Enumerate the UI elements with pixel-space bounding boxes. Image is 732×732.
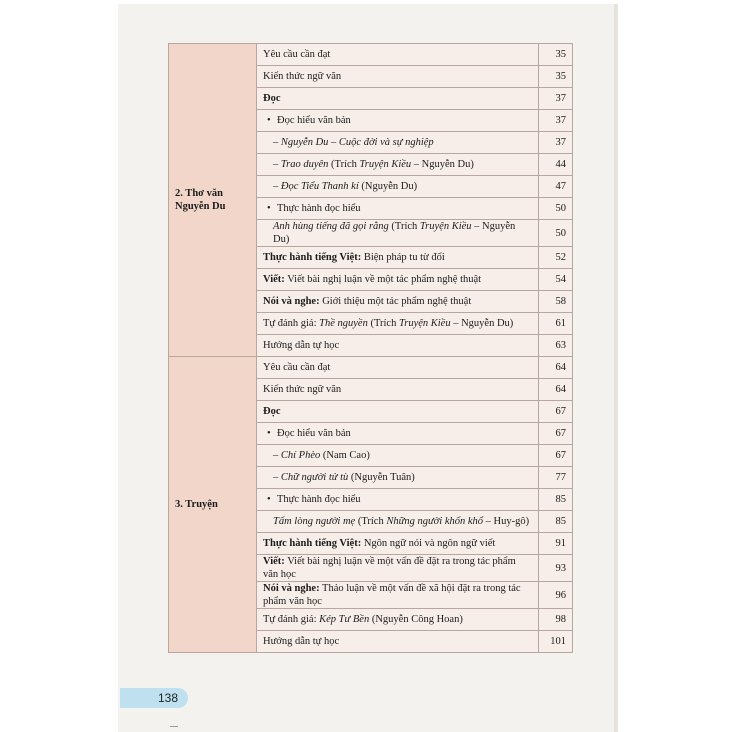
- page-ref: 35: [539, 66, 573, 88]
- page-ref: 37: [539, 110, 573, 132]
- page-ref: 67: [539, 423, 573, 445]
- page-edge: [614, 4, 618, 732]
- entry-title: Tấm lòng người mẹ: [273, 516, 356, 527]
- entry-heading: Thực hành tiếng Việt:: [263, 252, 362, 263]
- toc-entry-text: [263, 296, 471, 307]
- toc-entry-text: [263, 180, 417, 193]
- entry-heading: Đọc: [263, 93, 281, 104]
- bullet-icon: •: [267, 494, 271, 505]
- toc-entry: [257, 357, 539, 379]
- page-ref: 67: [539, 401, 573, 423]
- entry-text: Thảo luận về một vấn đề xã hội đặt ra trong tác phẩm văn học: [263, 583, 521, 607]
- page-ref: 37: [539, 132, 573, 154]
- entry-title: Truyện Kiều: [419, 221, 472, 232]
- page-ref: 63: [539, 335, 573, 357]
- entry-text: Viết bài nghị luận về một tác phẩm nghệ thuật: [284, 274, 482, 285]
- toc-entry: [257, 269, 539, 291]
- entry-text: –: [273, 450, 281, 461]
- entry-heading: Thực hành tiếng Việt:: [263, 538, 362, 549]
- entry-heading: Nói và nghe:: [263, 296, 320, 307]
- toc-entry-text: [263, 583, 521, 607]
- toc-entry-text: [263, 252, 445, 263]
- toc-entry: [257, 66, 539, 88]
- entry-text: Yêu cầu cần đạt: [263, 49, 331, 60]
- entry-heading: Đọc: [263, 406, 281, 417]
- toc-entry-text: [263, 114, 351, 127]
- bullet-icon: •: [267, 428, 271, 439]
- page-ref: 50: [539, 220, 573, 247]
- entry-text: –: [273, 181, 281, 192]
- toc-entry: [257, 154, 539, 176]
- entry-text: Tự đánh giá:: [263, 318, 320, 329]
- toc-entry: [257, 110, 539, 132]
- page-ref: 50: [539, 198, 573, 220]
- entry-text: Biện pháp tu từ đối: [361, 252, 445, 263]
- page-ref: 101: [539, 631, 573, 653]
- section-title-line: 3. Truyện: [175, 499, 218, 510]
- section-title: [169, 44, 257, 357]
- entry-text: (Nguyễn Tuân): [348, 472, 415, 483]
- toc-entry: [257, 401, 539, 423]
- entry-text: (Trích: [328, 159, 360, 170]
- page-ref: 98: [539, 609, 573, 631]
- toc-entry-text: [263, 158, 474, 171]
- toc-entry: [257, 44, 539, 66]
- page-number: 138: [120, 688, 188, 708]
- page-ref: 96: [539, 582, 573, 609]
- bullet-icon: •: [267, 115, 271, 126]
- toc-entry-text: [263, 449, 370, 462]
- toc-entry-text: [263, 136, 434, 149]
- section-title-line: Nguyễn Du: [175, 201, 226, 212]
- toc-entry-text: [263, 556, 516, 580]
- toc-entry-text: [263, 538, 495, 549]
- toc-entry: [257, 445, 539, 467]
- toc-body: [169, 44, 573, 653]
- entry-text: – Huy-gô): [483, 516, 530, 527]
- toc-entry: [257, 631, 539, 653]
- entry-text: Hướng dẫn tự học: [263, 636, 340, 647]
- page-ref: 93: [539, 555, 573, 582]
- page-ref: 58: [539, 291, 573, 313]
- entry-text: (Nam Cao): [320, 450, 370, 461]
- entry-text: (Trích: [367, 318, 399, 329]
- toc-entry-text: [263, 71, 341, 82]
- page-ref: 85: [539, 489, 573, 511]
- page-tick-mark: [170, 726, 178, 727]
- toc-entry: [257, 423, 539, 445]
- toc-entry: [257, 88, 539, 110]
- toc-entry-text: [263, 49, 330, 60]
- toc-entry: [257, 220, 539, 247]
- entry-text: Viết bài nghị luận về một vấn đề đặt ra trong tác phẩm văn học: [263, 556, 516, 580]
- page-ref: 61: [539, 313, 573, 335]
- toc-row: [169, 44, 573, 66]
- entry-text: (Nguyễn Công Hoan): [369, 614, 463, 625]
- toc-entry-text: [263, 340, 339, 351]
- page-ref: 52: [539, 247, 573, 269]
- entry-title: Đọc Tiểu Thanh kí: [280, 181, 359, 192]
- entry-title: Chữ người tử tù: [280, 472, 349, 483]
- page-ref: 47: [539, 176, 573, 198]
- toc-entry-text: [263, 202, 361, 215]
- page-ref: 91: [539, 533, 573, 555]
- entry-title: Thề nguyền: [319, 318, 368, 329]
- toc-entry: [257, 555, 539, 582]
- toc-entry: [257, 335, 539, 357]
- toc-entry: [257, 313, 539, 335]
- entry-title: Trao duyên: [280, 159, 329, 170]
- page-ref: 77: [539, 467, 573, 489]
- toc-entry-text: [263, 406, 281, 417]
- page-ref: 64: [539, 357, 573, 379]
- entry-text: Đọc hiểu văn bản: [277, 115, 351, 126]
- section-title: [169, 357, 257, 653]
- toc-entry-text: [263, 614, 463, 625]
- entry-text: Kiến thức ngữ văn: [263, 384, 342, 395]
- bullet-icon: •: [267, 203, 271, 214]
- entry-text: – Nguyễn Du): [450, 318, 514, 329]
- toc-entry: [257, 291, 539, 313]
- page-ref: 85: [539, 511, 573, 533]
- entry-text: Ngôn ngữ nói và ngôn ngữ viết: [361, 538, 496, 549]
- section-title-line: 2. Thơ văn: [175, 188, 223, 199]
- toc-entry: [257, 582, 539, 609]
- page-ref: 37: [539, 88, 573, 110]
- entry-text: Hướng dẫn tự học: [263, 340, 340, 351]
- entry-heading: Viết:: [263, 274, 285, 285]
- entry-text: Giới thiệu một tác phẩm nghệ thuật: [319, 296, 472, 307]
- toc-entry: [257, 176, 539, 198]
- page-ref: 44: [539, 154, 573, 176]
- entry-text: (Nguyễn Du): [358, 181, 418, 192]
- entry-heading: Nói và nghe:: [263, 583, 320, 594]
- entry-title: Nguyễn Du – Cuộc đời và sự nghiệp: [280, 137, 434, 148]
- entry-title: Kép Tư Bền: [319, 614, 370, 625]
- toc-entry-text: [263, 471, 415, 484]
- page-ref: 54: [539, 269, 573, 291]
- toc-entry-text: [263, 220, 532, 246]
- page-ref: 64: [539, 379, 573, 401]
- toc-entry: [257, 489, 539, 511]
- toc-entry-text: [263, 515, 529, 528]
- toc-entry: [257, 198, 539, 220]
- entry-text: –: [273, 472, 281, 483]
- toc-entry-text: [263, 274, 481, 285]
- entry-title: Anh hùng tiếng đã gọi rằng: [273, 221, 389, 232]
- entry-text: (Trích: [388, 221, 420, 232]
- toc-entry-text: [263, 427, 351, 440]
- toc-entry-text: [263, 318, 513, 329]
- entry-text: Thực hành đọc hiểu: [277, 203, 361, 214]
- toc-entry-text: [263, 384, 341, 395]
- entry-title: Chí Phèo: [280, 450, 321, 461]
- toc-row: [169, 357, 573, 379]
- toc-entry: [257, 379, 539, 401]
- entry-text: (Trích: [355, 516, 387, 527]
- toc-entry: [257, 247, 539, 269]
- entry-title: Những người khốn khổ: [386, 516, 484, 527]
- entry-text: –: [273, 137, 281, 148]
- entry-text: – Nguyễn Du): [273, 221, 516, 245]
- entry-title: Truyện Kiều: [359, 159, 412, 170]
- toc-entry: [257, 467, 539, 489]
- entry-title: Truyện Kiều: [398, 318, 451, 329]
- entry-text: – Nguyễn Du): [411, 159, 474, 170]
- toc-entry-text: [263, 493, 361, 506]
- toc-entry: [257, 132, 539, 154]
- page-ref: 67: [539, 445, 573, 467]
- toc-entry-text: [263, 93, 281, 104]
- toc-entry: [257, 533, 539, 555]
- entry-text: –: [273, 159, 281, 170]
- toc-entry-text: [263, 636, 339, 647]
- entry-heading: Viết:: [263, 556, 285, 567]
- entry-text: Kiến thức ngữ văn: [263, 71, 342, 82]
- toc-entry-text: [263, 362, 330, 373]
- entry-text: Thực hành đọc hiểu: [277, 494, 361, 505]
- page-ref: 35: [539, 44, 573, 66]
- toc-entry: [257, 511, 539, 533]
- entry-text: Yêu cầu cần đạt: [263, 362, 331, 373]
- entry-text: Đọc hiểu văn bản: [277, 428, 351, 439]
- entry-text: Tự đánh giá:: [263, 614, 320, 625]
- table-of-contents: [168, 43, 573, 653]
- toc-entry: [257, 609, 539, 631]
